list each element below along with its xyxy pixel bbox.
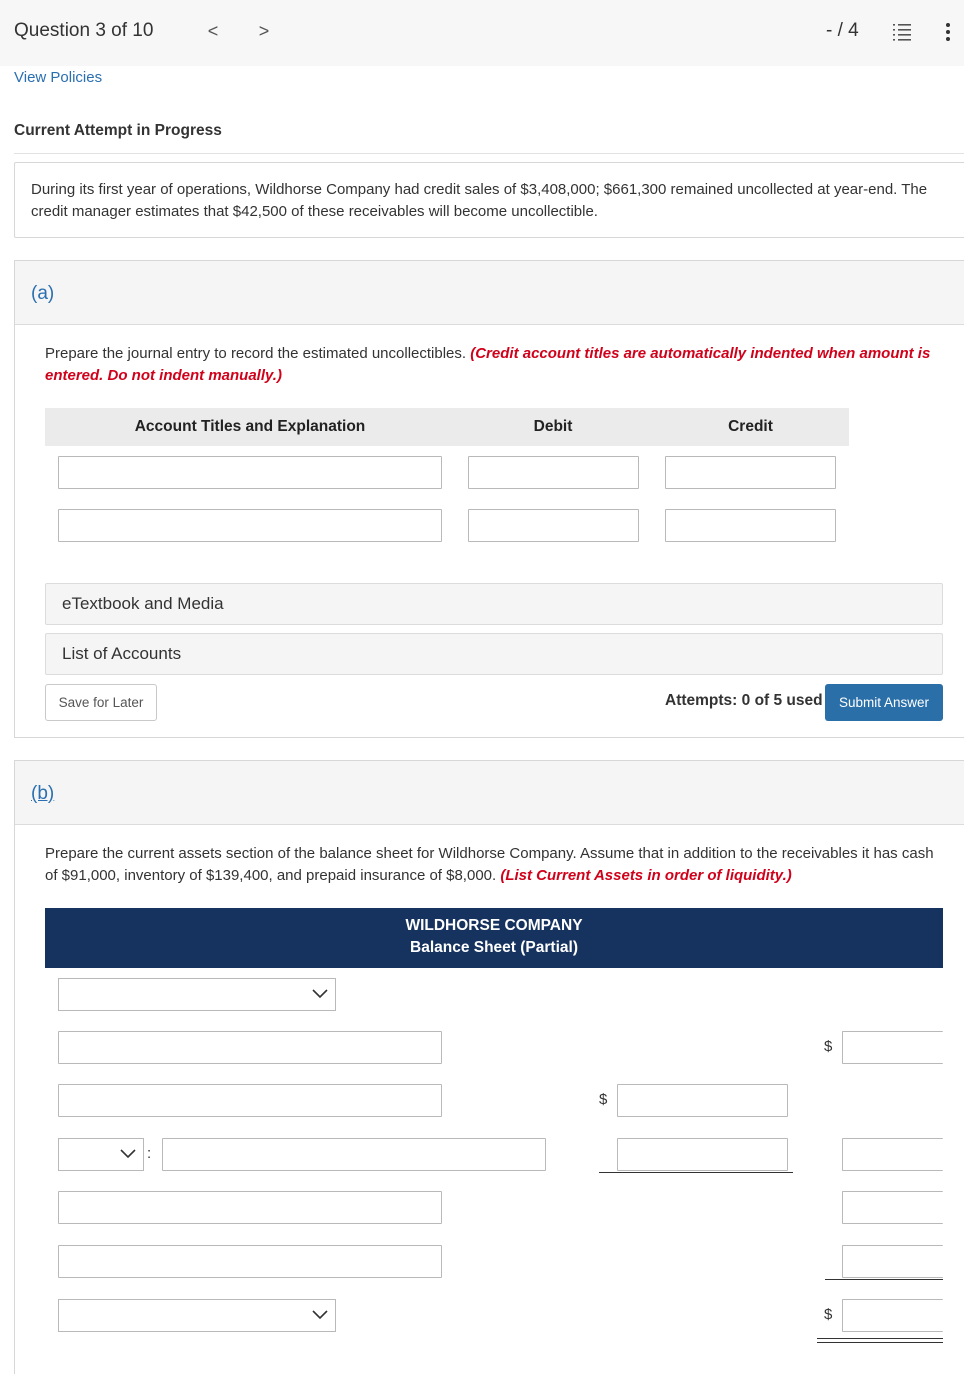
question-counter: Question 3 of 10 bbox=[14, 20, 154, 41]
journal-account-input[interactable] bbox=[58, 456, 442, 489]
asset-amount-input[interactable] bbox=[617, 1084, 788, 1117]
section-heading-select[interactable] bbox=[58, 978, 336, 1011]
asset-total-field[interactable] bbox=[843, 1192, 943, 1223]
part-b-instruction-text: Prepare the current assets section of the balance sheet for Wildhorse Company. Assume that in addition to the receivables it has cash of $91,000, inventory of $139,400, and prepaid insurance of $8,000. bbox=[45, 845, 934, 884]
asset-total-input[interactable] bbox=[842, 1191, 943, 1224]
question-score: - / 4 bbox=[826, 20, 859, 41]
part-a-instruction-text: Prepare the journal entry to record the estimated uncollectibles. bbox=[45, 345, 467, 362]
chevron-right-icon: > bbox=[258, 20, 270, 41]
currency-symbol: $ bbox=[599, 1091, 608, 1108]
divider bbox=[14, 153, 964, 154]
journal-account-field[interactable] bbox=[59, 457, 441, 488]
journal-account-input[interactable] bbox=[58, 509, 442, 542]
list-icon[interactable] bbox=[890, 20, 914, 44]
currency-symbol: $ bbox=[824, 1038, 833, 1055]
contra-amount-field[interactable] bbox=[618, 1139, 787, 1170]
list-of-accounts-bar[interactable] bbox=[45, 633, 943, 675]
total-current-assets-field[interactable] bbox=[843, 1300, 943, 1331]
chevron-down-icon bbox=[311, 985, 329, 1003]
journal-debit-input[interactable] bbox=[468, 456, 639, 489]
asset-account-input[interactable] bbox=[58, 1191, 442, 1224]
next-question-button[interactable] bbox=[253, 18, 275, 44]
total-current-assets-input[interactable] bbox=[842, 1299, 943, 1332]
double-rule-bottom bbox=[817, 1342, 943, 1343]
journal-credit-input[interactable] bbox=[665, 456, 836, 489]
asset-amount-field[interactable] bbox=[618, 1085, 787, 1116]
balance-sheet-header bbox=[45, 908, 943, 968]
journal-table-header bbox=[45, 408, 849, 446]
journal-credit-field[interactable] bbox=[666, 457, 835, 488]
asset-account-input[interactable] bbox=[58, 1245, 442, 1278]
part-b-instruction-note: (List Current Assets in order of liquidity.) bbox=[500, 867, 792, 884]
contra-account-field[interactable] bbox=[163, 1139, 545, 1170]
asset-account-field[interactable] bbox=[59, 1246, 441, 1277]
list-of-accounts-label: List of Accounts bbox=[62, 644, 182, 663]
contra-account-input[interactable] bbox=[162, 1138, 546, 1171]
submit-answer-button[interactable]: Submit Answer bbox=[825, 684, 943, 721]
double-rule-top bbox=[817, 1338, 943, 1339]
asset-account-field[interactable] bbox=[59, 1032, 441, 1063]
currency-symbol: $ bbox=[824, 1306, 833, 1323]
asset-account-field[interactable] bbox=[59, 1085, 441, 1116]
part-a-instruction-note: (Credit account titles are automatically indented when amount is entered. Do not indent manually.) bbox=[45, 345, 931, 384]
part-a-instruction bbox=[45, 343, 945, 387]
net-receivables-input[interactable] bbox=[842, 1138, 943, 1171]
part-a-label: (a) bbox=[31, 283, 55, 304]
problem-text: During its first year of operations, Wildhorse Company had credit sales of $3,408,000; $661,300 remained uncollected at year-end. The credit manager estimates that $42,500 of these receivables will become uncollectible. bbox=[31, 181, 928, 220]
column-credit: Credit bbox=[728, 418, 773, 435]
statement-title: Balance Sheet (Partial) bbox=[410, 939, 578, 956]
journal-debit-field[interactable] bbox=[469, 457, 638, 488]
view-policies-link[interactable]: View Policies bbox=[14, 69, 103, 86]
previous-question-button[interactable] bbox=[202, 18, 224, 44]
part-b-instruction bbox=[45, 843, 945, 887]
part-a-header bbox=[15, 261, 964, 325]
colon-separator: : bbox=[147, 1145, 152, 1162]
journal-credit-field[interactable] bbox=[666, 510, 835, 541]
total-rule bbox=[825, 1279, 943, 1280]
asset-account-input[interactable] bbox=[58, 1031, 442, 1064]
asset-total-field[interactable] bbox=[843, 1032, 943, 1063]
etextbook-media-label: eTextbook and Media bbox=[62, 594, 224, 613]
asset-account-field[interactable] bbox=[59, 1192, 441, 1223]
problem-statement bbox=[14, 162, 964, 238]
contra-amount-input[interactable] bbox=[617, 1138, 788, 1171]
top-bar bbox=[0, 0, 964, 66]
chevron-down-icon bbox=[119, 1145, 137, 1163]
asset-total-input[interactable] bbox=[842, 1245, 943, 1278]
less-select[interactable] bbox=[58, 1138, 144, 1171]
subtotal-rule bbox=[599, 1172, 793, 1173]
save-for-later-button[interactable]: Save for Later bbox=[45, 684, 157, 721]
more-vertical-icon[interactable] bbox=[940, 20, 956, 44]
column-debit: Debit bbox=[533, 418, 573, 435]
asset-account-input[interactable] bbox=[58, 1084, 442, 1117]
part-b-label[interactable]: (b) bbox=[31, 783, 55, 804]
asset-total-input[interactable] bbox=[842, 1031, 943, 1064]
attempt-status-heading: Current Attempt in Progress bbox=[14, 122, 222, 139]
part-b-panel bbox=[14, 760, 964, 1374]
attempts-counter: Attempts: 0 of 5 used bbox=[665, 692, 823, 709]
journal-debit-input[interactable] bbox=[468, 509, 639, 542]
asset-total-field[interactable] bbox=[843, 1246, 943, 1277]
journal-credit-input[interactable] bbox=[665, 509, 836, 542]
total-heading-select[interactable] bbox=[58, 1299, 336, 1332]
chevron-down-icon bbox=[311, 1306, 329, 1324]
part-a-panel bbox=[14, 260, 964, 738]
journal-debit-field[interactable] bbox=[469, 510, 638, 541]
column-account-titles: Account Titles and Explanation bbox=[134, 418, 366, 435]
net-receivables-field[interactable] bbox=[843, 1139, 943, 1170]
chevron-left-icon: < bbox=[207, 20, 219, 41]
etextbook-media-bar[interactable] bbox=[45, 583, 943, 625]
company-name: WILDHORSE COMPANY bbox=[405, 917, 583, 934]
journal-account-field[interactable] bbox=[59, 510, 441, 541]
part-b-header bbox=[15, 761, 964, 825]
